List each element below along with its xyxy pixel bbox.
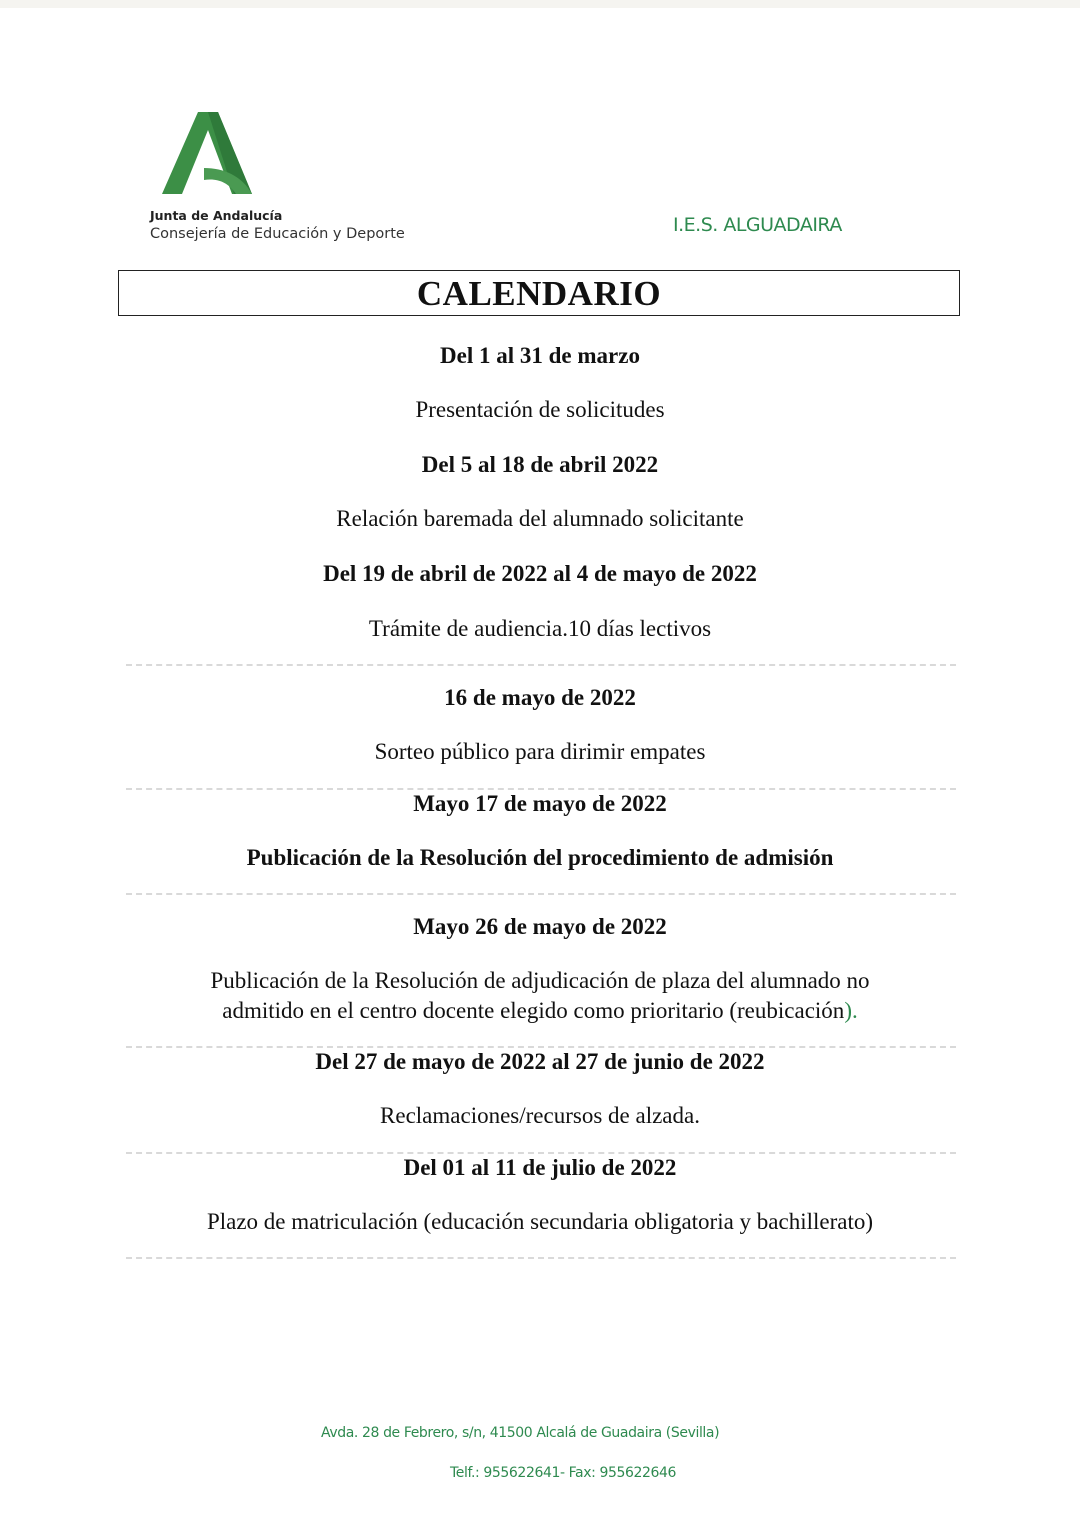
- footer-address: Avda. 28 de Febrero, s/n, 41500 Alcalá de Guadaira (Sevilla): [321, 1425, 720, 1441]
- footer-phones: Telf.: 955622641- Fax: 955622646: [450, 1465, 677, 1481]
- entry-desc: Presentación de solicitudes: [415, 397, 665, 422]
- school-name: I.E.S. ALGUADAIRA: [673, 214, 842, 236]
- entry-desc-line2: admitido en el centro docente elegido como prioritario (reubicación).: [222, 998, 858, 1023]
- divider: [126, 664, 956, 666]
- entry-date: Mayo 17 de mayo de 2022: [413, 791, 667, 816]
- entry-desc: Reclamaciones/recursos de alzada.: [380, 1103, 700, 1128]
- entry-date: Del 1 al 31 de marzo: [440, 343, 640, 368]
- org-name: Junta de Andalucía: [150, 208, 283, 223]
- page-title: CALENDARIO: [416, 274, 662, 313]
- top-bar: [0, 0, 1080, 8]
- page-title-box: [118, 270, 960, 316]
- divider: [126, 1046, 956, 1048]
- entry-desc-line1: Publicación de la Resolución de adjudicación de plaza del alumnado no: [210, 968, 870, 993]
- entry-date: Del 5 al 18 de abril 2022: [421, 452, 659, 477]
- org-department: Consejería de Educación y Deporte: [150, 226, 405, 242]
- entry-desc: Plazo de matriculación (educación secundaria obligatoria y bachillerato): [206, 1209, 874, 1234]
- entry-date: 16 de mayo de 2022: [444, 685, 636, 710]
- entry-date: Mayo 26 de mayo de 2022: [413, 914, 667, 939]
- entry-desc: Publicación de la Resolución del procedimiento de admisión: [246, 845, 834, 870]
- entry-desc: Relación baremada del alumnado solicitante: [336, 506, 744, 531]
- entry-date: Del 19 de abril de 2022 al 4 de mayo de 2022: [323, 561, 757, 586]
- junta-andalucia-logo-icon: [162, 112, 252, 196]
- entry-date: Del 27 de mayo de 2022 al 27 de junio de 2022: [315, 1049, 765, 1074]
- divider: [126, 788, 956, 790]
- divider: [126, 893, 956, 895]
- divider: [126, 1152, 956, 1154]
- entry-desc: Sorteo público para dirimir empates: [374, 739, 706, 764]
- divider: [126, 1257, 956, 1259]
- entry-desc: Trámite de audiencia.10 días lectivos: [368, 616, 712, 641]
- entry-date: Del 01 al 11 de julio de 2022: [403, 1155, 677, 1180]
